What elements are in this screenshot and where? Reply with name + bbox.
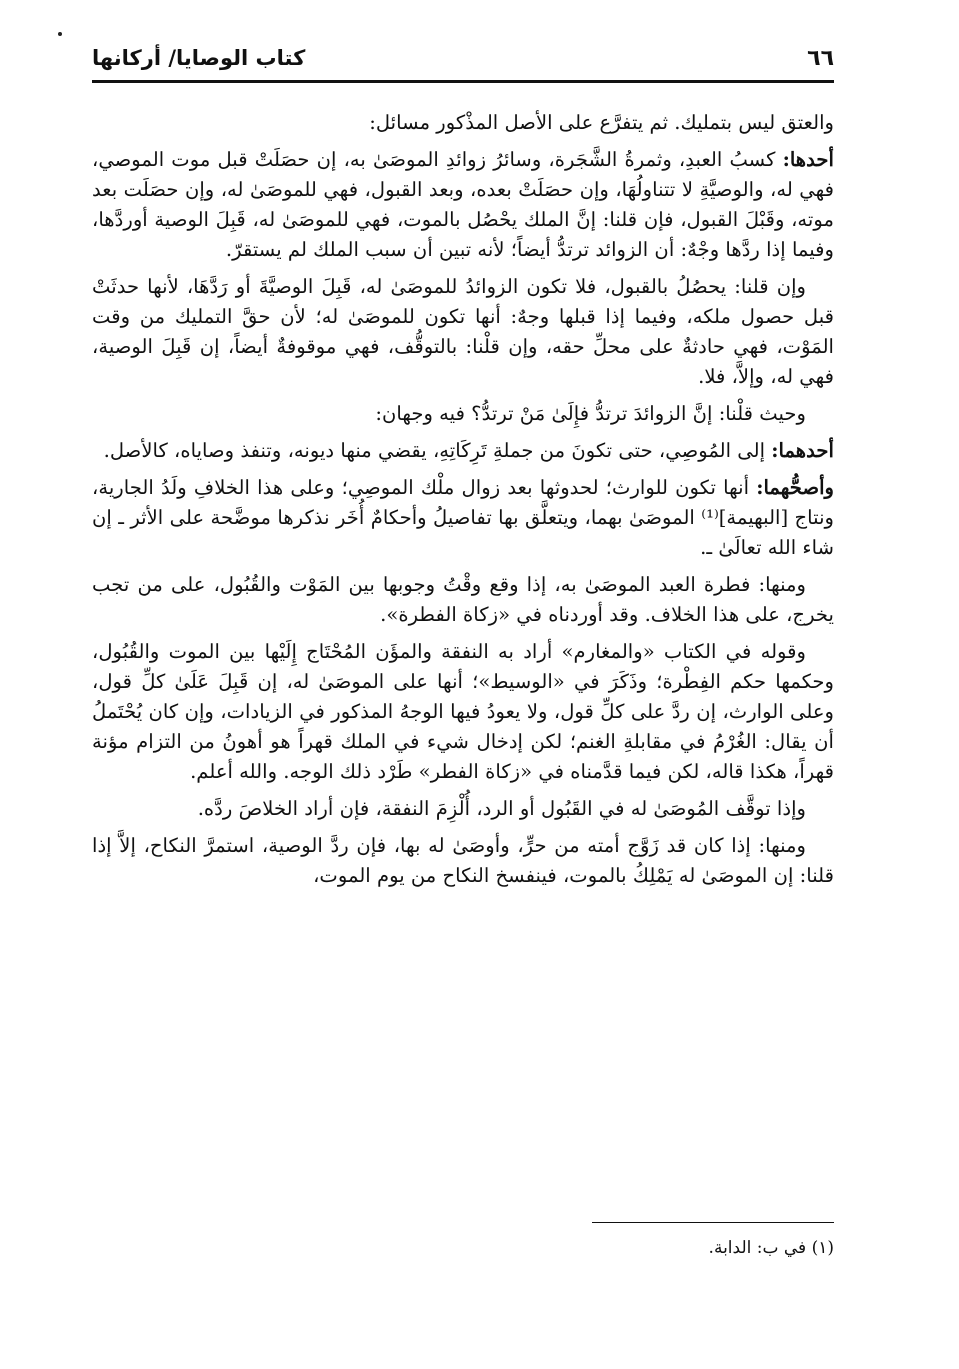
page-number: ٦٦ (807, 46, 834, 71)
paragraph: وأصحُّهما: أنها تكون للوارث؛ لحدوثها بعد زوال ملْك الموصِي؛ وعلى هذا الخلافِ ولَدُ الجارية، ونتاج [البهيمة]⁽¹⁾ الموصَىٰ بهما، ويتعلَّق بها تفاصيلُ وأحكامٌ أُخَر نذكرها موضَّحة على الأثر ـ إن شاء الله تعالَىٰ ـ. (92, 476, 834, 559)
page-header (92, 44, 834, 83)
paragraph-lead: أحدها: (782, 148, 834, 171)
paragraph: ومنها: فطرة العبد الموصَىٰ به، إذا وقع وقْتُ وجوبها بين المَوْت والقُبُول، على من تجب يخرج، على هذا الخلاف. وقد أوردناه في «زكاة الفطرة». (92, 573, 834, 626)
scan-speck (58, 32, 62, 36)
running-title: كتاب الوصايا/ أركانها (92, 46, 306, 70)
paragraph: أحدهما: إلى المُوصِي، حتى تكونَ من جملةِ تَرِكَاتِهِ، يقضي منها ديونه، وتنفذ وصاياه، كالأصل. (103, 439, 834, 462)
paragraph: ومنها: إذا كان قد زَوَّج أمته من حرٍّ، وأوصَىٰ له بها، فإن ردَّ الوصية، استمرَّ النكاح، إلاَّ إذا قلنا: إن الموصَىٰ له يَمْلِكُ بالموت، فينفسخ النكاح من يوم الموت، (92, 834, 834, 887)
footnote: (١) في ب: الدابة. (708, 1238, 834, 1258)
paragraph: وقوله في الكتاب «والمغارم» أراد به النفقة والمؤَن المُحْتَاج إِلَيْها بين الموت والقُبُول، وحكمها حكم الفِطْرة؛ وذَكَرَ في «الوسيط»؛ أنها على الموصَىٰ له، إن قَبِلَ عَلَىٰ كلِّ قول، وعلى الوارث، إن ردَّ على كلِّ قول، ولا يعودُ فيها الوجهُ المذكور في الزيادات، وإن كان يُحْتَملُ أن يقال: الغُرْمُ في مقابلةِ الغنم؛ لكن إدخال شيء في الملك قهراً هو أهونُ من التزام مؤنة قهراً، هكذا قاله، لكن فيما قدَّمناه في «زكاة الفطر» طَرْد ذلك الوجه. والله أعلم. (92, 640, 834, 783)
body-text (92, 108, 834, 898)
paragraph: أحدها: كسبُ العبدِ، وثمرةُ الشَّجَرة، وسائرُ زوائدِ الموصَىٰ به، إن حصَلَتْ قبل موت الموصي، فهي له، والوصيَّةِ لا تتناولُهَا، وإن حصَلَتْ بعده، وبعد القبول، فهي للموصَىٰ له، وإن حصَلَت بعد موته، وقَبْلَ القبول، فإن قلنا: إنَّ الملك يحْصُل بالموت، فهي للموصَىٰ له، قَبِلَ الوصية أوردَّها، وفيما إذا ردَّها وجْهٌ: أن الزوائد ترتدُّ أيضاً؛ لأنه تبين أن سبب الملك لم يستقرّ. (92, 148, 834, 261)
paragraph: وحيث قلْنا: إنَّ الزوائدَ ترتدُّ فإِلَىٰ مَنْ ترتدُّ؟ فيه وجهان: (375, 402, 806, 425)
paragraph-lead: أحدهما: (771, 439, 834, 462)
paragraph: والعتق ليس بتمليك. ثم يتفرَّع على الأصل المذْكور مسائل: (369, 111, 834, 134)
paragraph-lead: وأصحُّهما: (756, 476, 834, 499)
footnote-separator (592, 1222, 834, 1223)
paragraph: وإن قلنا: يحصُلُ بالقبول، فلا تكون الزوائدُ للموصَىٰ له، قَبِلَ الوصيَّةَ أو رَدَّهَا، لأنها حدثَتْ قبل حصول ملكه، وفيما إذا قبلها وجهٌ: أنها تكون للموصَىٰ له؛ لأن حقَّ التمليك من وقت المَوْت، فهي حادثةٌ على محلِّ حقه، وإن قلْنا: بالتوقُّف، فهي موقوفةٌ أيضاً، إن قَبِلَ الوصية، فهي له، وإلاَّ، فلا. (92, 275, 834, 388)
paragraph: وإذا توقَّف المُوصَىٰ له في القَبُول أو الرد، أُلْزِمَ النفقة، فإن أراد الخلاصَ ردَّه. (197, 797, 806, 820)
